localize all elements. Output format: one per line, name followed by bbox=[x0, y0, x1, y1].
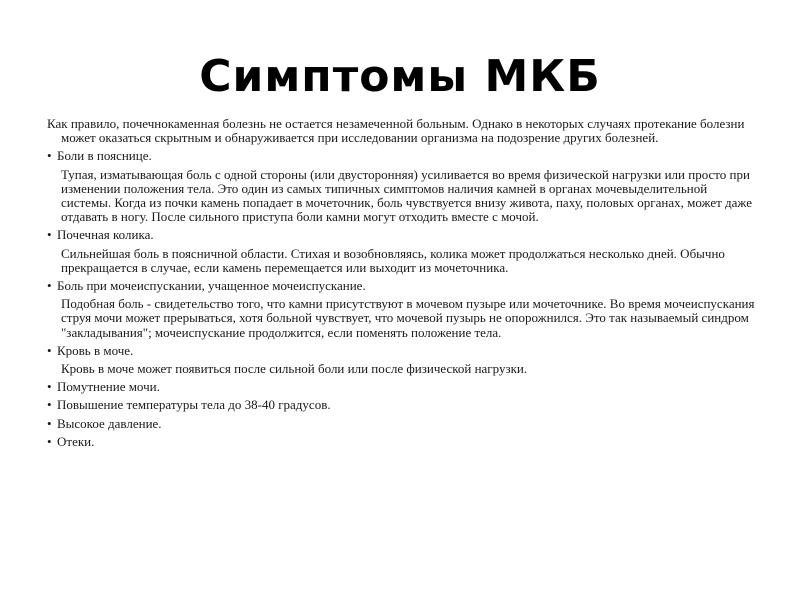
bullet-text: Отеки. bbox=[57, 433, 95, 449]
bullet-item bbox=[47, 279, 759, 293]
bullet-icon: • bbox=[47, 433, 52, 449]
bullet-item bbox=[47, 228, 759, 242]
bullet-icon: • bbox=[47, 415, 52, 431]
bullet-icon: • bbox=[47, 397, 52, 413]
bullet-item bbox=[47, 435, 759, 449]
bullet-item bbox=[47, 344, 759, 358]
bullet-icon: • bbox=[47, 278, 52, 294]
bullet-text: Почечная колика. bbox=[57, 227, 154, 243]
bullet-text: Кровь в моче. bbox=[57, 342, 134, 358]
bullet-item bbox=[47, 149, 759, 163]
intro-paragraph: Как правило, почечнокаменная болезнь не остается незамеченной больным. Однако в некоторых случаях протекание болезни может оказаться скрытным и обнаруживается при исследовании организма на подозрение других болезней. bbox=[47, 116, 745, 146]
bullet-icon: • bbox=[47, 148, 52, 164]
bullet-text: Высокое давление. bbox=[57, 415, 162, 431]
description-paragraph: Сильнейшая боль в поясничной области. Стихая и возобновляясь, колика может продолжаться несколько дней. Обычно прекращается в случае, если камень перемещается или выходит из мочеточника. bbox=[61, 245, 725, 275]
bullet-icon: • bbox=[47, 342, 52, 358]
bullet-icon: • bbox=[47, 227, 52, 243]
bullet-text: Повышение температуры тела до 38-40 градусов. bbox=[57, 397, 331, 413]
description-paragraph: Подобная боль - свидетельство того, что камни присутствуют в мочевом пузыре или мочеточнике. Во время мочеиспускания струя мочи может прерываться, хотя больной чувствует, что мочевой пузырь не опорожнился. Это так называемый синдром "закладывания"; мочеиспускание продолжится, если поменять положение тела. bbox=[61, 296, 755, 340]
bullet-text: Боли в пояснице. bbox=[57, 148, 152, 164]
description-paragraph: Кровь в моче может появиться после сильной боли или после физической нагрузки. bbox=[61, 361, 528, 377]
bullet-item bbox=[47, 398, 759, 412]
bullet-text: Помутнение мочи. bbox=[57, 379, 160, 395]
bullet-text: Боль при мочеиспускании, учащенное мочеиспускание. bbox=[57, 278, 366, 294]
bullet-icon: • bbox=[47, 379, 52, 395]
slide-body bbox=[47, 117, 759, 453]
bullet-item bbox=[47, 417, 759, 431]
description-paragraph: Тупая, изматывающая боль с одной стороны (или двусторонняя) усиливается во время физической нагрузки или просто при изменении положения тела. Это один из самых типичных симптомов наличия камней в органах мочевыделительной системы. Когда из почки камень попадает в мочеточник, боль чувствуется внизу живота, паху, половых органах, может даже отдавать в ногу. После сильного приступа боли камни могут отходить вместе с мочой. bbox=[61, 166, 753, 225]
bullet-item bbox=[47, 380, 759, 394]
slide-title: Симптомы МКБ bbox=[199, 51, 601, 102]
